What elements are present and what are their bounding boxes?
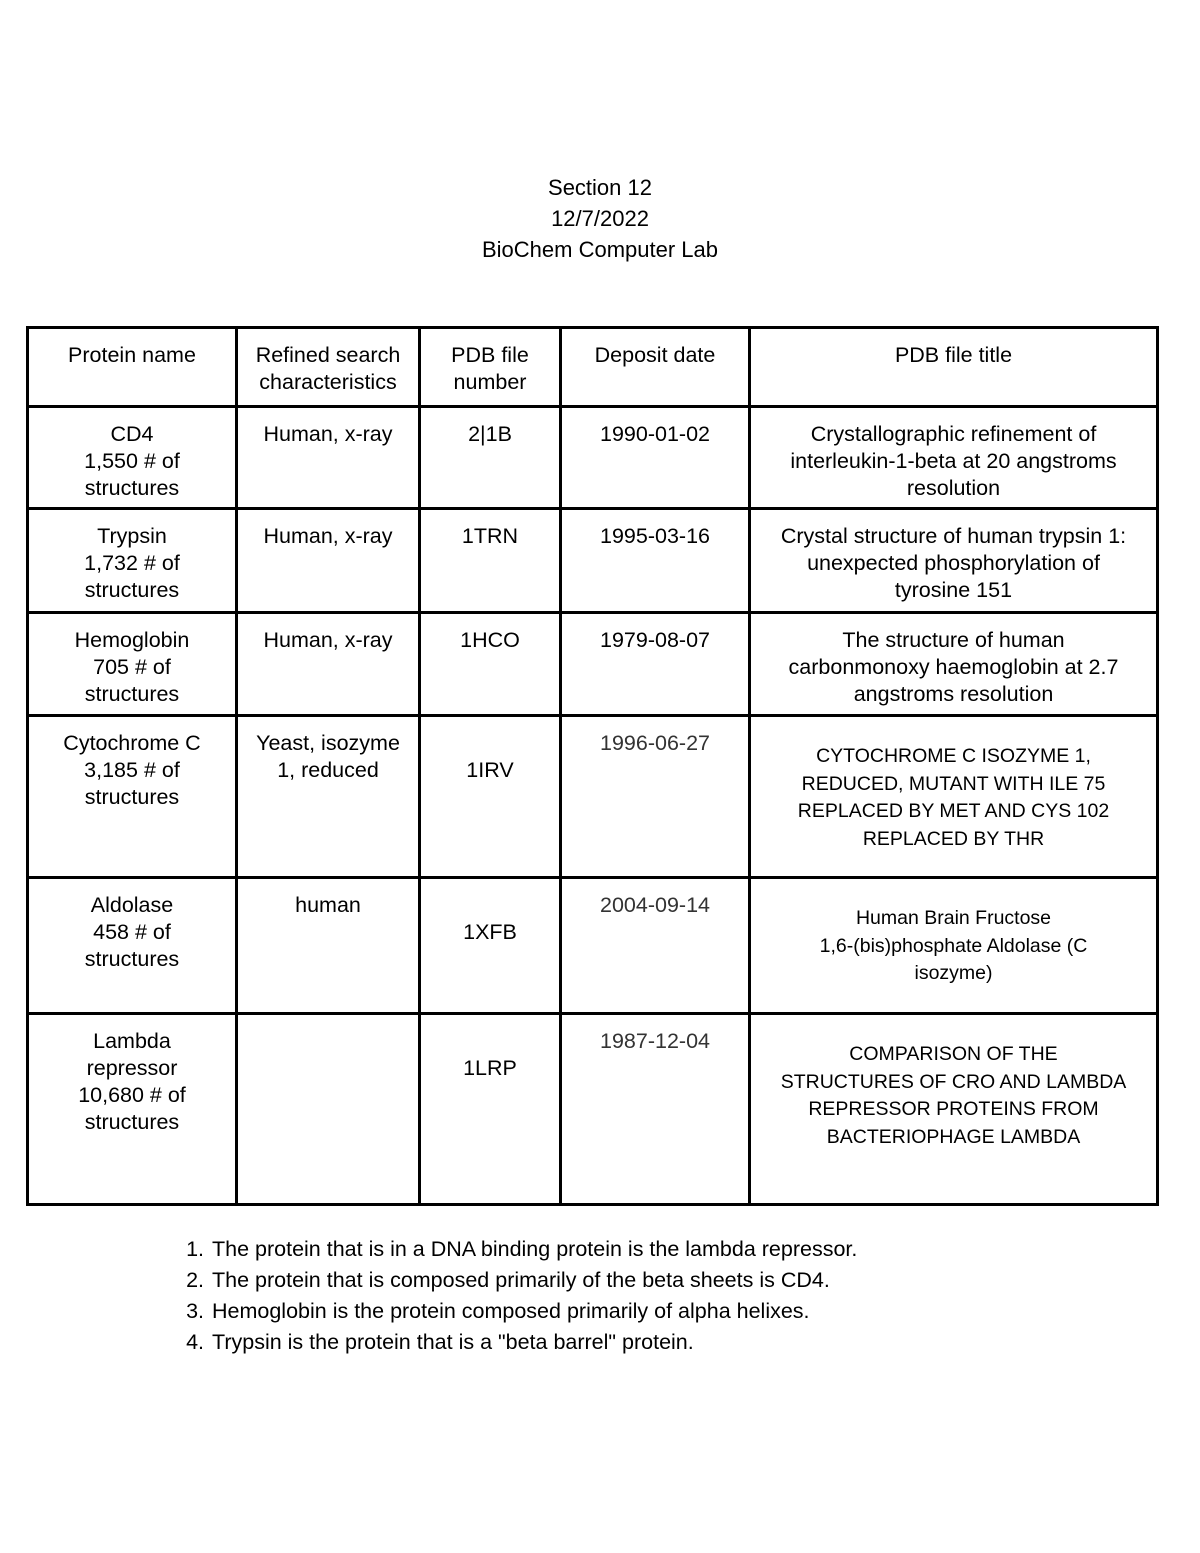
table-row [28,509,1158,613]
deposit-date-cell: 1979-08-07 [561,613,750,716]
deposit-date-cell: 1995-03-16 [561,509,750,613]
protein-name-cell: Lambda repressor 10,680 # of structures [28,1014,237,1205]
search-characteristics-cell: Human, x-ray [237,613,420,716]
answer-item: 2. The protein that is composed primarily of the beta sheets is CD4. [210,1265,857,1296]
deposit-date-cell: 1990-01-02 [561,407,750,509]
protein-table [26,326,1159,1206]
table-row [28,407,1158,509]
pdb-title-cell: Crystal structure of human trypsin 1: unexpected phosphorylation of tyrosine 151 [750,509,1158,613]
deposit-date-cell: 1996-06-27 [561,716,750,878]
pdb-number-cell: 2|1B [420,407,561,509]
section-label: Section 12 [548,175,652,200]
pdb-title-cell: COMPARISON OF THE STRUCTURES OF CRO AND LAMBDA REPRESSOR PROTEINS FROM BACTERIOPHAGE LAMBDA [750,1014,1158,1205]
protein-name-cell: Trypsin 1,732 # of structures [28,509,237,613]
table-header-row [28,328,1158,407]
pdb-number-cell: 1XFB [420,878,561,1014]
protein-name-cell: Aldolase 458 # of structures [28,878,237,1014]
search-characteristics-cell [237,1014,420,1205]
pdb-title-cell: CYTOCHROME C ISOZYME 1, REDUCED, MUTANT WITH ILE 75 REPLACED BY MET AND CYS 102 REPLACED BY THR [750,716,1158,878]
table-row [28,716,1158,878]
pdb-number-cell: 1LRP [420,1014,561,1205]
search-characteristics-cell: Yeast, isozyme 1, reduced [237,716,420,878]
column-header-protein-name: Protein name [28,328,237,407]
pdb-number-cell: 1HCO [420,613,561,716]
protein-name-cell: Hemoglobin 705 # of structures [28,613,237,716]
pdb-title-cell: The structure of human carbonmonoxy haemoglobin at 2.7 angstroms resolution [750,613,1158,716]
pdb-title-cell: Human Brain Fructose 1,6-(bis)phosphate Aldolase (C isozyme) [750,878,1158,1014]
document-header [0,172,1200,265]
answer-item: 3. Hemoglobin is the protein composed primarily of alpha helixes. [210,1296,857,1327]
search-characteristics-cell: human [237,878,420,1014]
protein-name-cell: Cytochrome C 3,185 # of structures [28,716,237,878]
table-row [28,613,1158,716]
column-header-pdb-title: PDB file title [750,328,1158,407]
answer-item: 1. The protein that is in a DNA binding protein is the lambda repressor. [210,1234,857,1265]
protein-name-cell: CD4 1,550 # of structures [28,407,237,509]
deposit-date-cell: 1987-12-04 [561,1014,750,1205]
column-header-pdb-number: PDB file number [420,328,561,407]
answers-list [172,1234,857,1358]
pdb-title-cell: Crystallographic refinement of interleukin-1-beta at 20 angstroms resolution [750,407,1158,509]
answer-item: 4. Trypsin is the protein that is a "beta barrel" protein. [210,1327,857,1358]
pdb-number-cell: 1IRV [420,716,561,878]
search-characteristics-cell: Human, x-ray [237,407,420,509]
table-row [28,878,1158,1014]
search-characteristics-cell: Human, x-ray [237,509,420,613]
course-title: BioChem Computer Lab [481,237,718,262]
table-row [28,1014,1158,1205]
column-header-search-characteristics: Refined search characteristics [237,328,420,407]
deposit-date-cell: 2004-09-14 [561,878,750,1014]
document-date: 12/7/2022 [551,206,649,231]
pdb-number-cell: 1TRN [420,509,561,613]
column-header-deposit-date: Deposit date [561,328,750,407]
